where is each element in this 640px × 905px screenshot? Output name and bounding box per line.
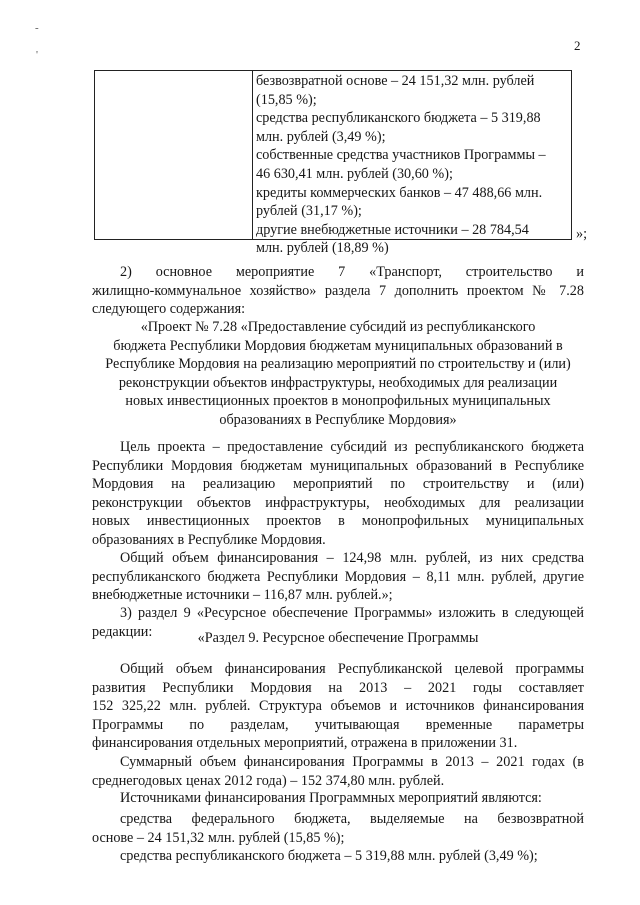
- text-line: 3) раздел 9 «Ресурсное обеспечение Программы» изложить в следующей: [120, 605, 584, 621]
- text-line: бюджета Республики Мордовия бюджетам муниципальных образований в: [113, 337, 563, 354]
- page-number: 2: [574, 38, 581, 53]
- text-line: Общий объем финансирования Республиканской целевой программы: [120, 661, 584, 677]
- text-line: внебюджетные источники – 116,87 млн. рублей.»;: [92, 587, 393, 604]
- text-line: финансирования отдельных мероприятий, отражена в приложении 31.: [92, 735, 518, 752]
- paragraph-goal: [92, 438, 584, 550]
- table-right-cell: [253, 71, 571, 257]
- text-line: среднегодовых ценах 2012 года) – 152 374,80 млн. рублей.: [92, 772, 445, 789]
- text-line: образованиях в Республике Мордовия.: [92, 531, 326, 548]
- paragraph-sources: Источниками финансирования Программных мероприятий являются:: [120, 790, 542, 806]
- table-line: млн. рублей (18,89 %): [256, 240, 389, 257]
- table-line: млн. рублей (3,49 %);: [256, 128, 386, 145]
- table-line: (15,85 %);: [256, 91, 317, 108]
- text-line: 2) основное мероприятие 7 «Транспорт, строительство и: [120, 264, 584, 280]
- paragraph-summary: [92, 753, 584, 790]
- text-line: следующего содержания:: [92, 301, 246, 318]
- paragraph-republican: средства республиканского бюджета – 5 319,88 млн. рублей (3,49 %);: [120, 848, 538, 864]
- text-line: основе – 24 151,32 млн. рублей (15,85 %);: [92, 829, 345, 846]
- text-line: Программы по разделам, учитывающая временные параметры: [92, 716, 584, 733]
- table-line: 46 630,41 млн. рублей (30,60 %);: [256, 165, 453, 182]
- text-line: республиканского бюджета Республики Мордовия – 8,11 млн. рублей, другие: [92, 568, 584, 585]
- text-line: новых инвестиционных проектов в монопрофильных муниципальных: [125, 393, 551, 410]
- text-line: редакции:: [92, 623, 153, 640]
- text-line: Суммарный объем финансирования Программы в 2013 – 2021 годах (в: [120, 754, 584, 770]
- table-left-cell: [95, 71, 253, 239]
- table-line: кредиты коммерческих банков – 47 488,66 млн.: [256, 184, 543, 201]
- project-title: [92, 318, 584, 430]
- margin-mark: -: [35, 22, 39, 34]
- text-line: развития Республики Мордовия на 2013 – 2021 годы составляет: [92, 679, 584, 696]
- table-line: собственные средства участников Программы –: [256, 147, 546, 164]
- text-line: реконструкции объектов инфраструктуры, необходимых для реализации: [118, 374, 558, 391]
- text-line: средства федерального бюджета, выделяемые на безвозвратной: [120, 811, 584, 827]
- text-line: реконструкции объектов инфраструктуры, необходимых для реализации: [92, 494, 584, 511]
- table-line: другие внебюджетные источники – 28 784,54: [256, 221, 529, 238]
- section-title: «Раздел 9. Ресурсное обеспечение Программы: [197, 630, 479, 646]
- paragraph-financing: [92, 549, 584, 605]
- text-line: Республике Мордовия на реализацию мероприятий по строительству и (или): [105, 356, 571, 373]
- text-line: жилищно-коммунальное хозяйство» раздела 7 дополнить проектом № 7.28: [92, 282, 584, 299]
- margin-mark: ': [36, 49, 38, 61]
- text-line: Цель проекта – предоставление субсидий из республиканского бюджета: [120, 439, 584, 455]
- table-tail: »;: [576, 226, 588, 242]
- text-line: 152 325,22 млн. рублей. Структура объемов и источников финансирования: [92, 698, 584, 715]
- paragraph-item-2: [92, 263, 584, 319]
- table-line: безвозвратной основе – 24 151,32 млн. рублей: [256, 73, 535, 89]
- paragraph-total: [92, 660, 584, 753]
- text-line: новых инвестиционных проектов в монопрофильных муниципальных: [92, 513, 584, 530]
- paragraph-federal: [92, 810, 584, 847]
- table-line: средства республиканского бюджета – 5 319,88: [256, 110, 541, 127]
- text-line: Республики Мордовия бюджетам муниципальных образований в Республике: [92, 457, 584, 474]
- table-line: рублей (31,17 %);: [256, 203, 362, 220]
- text-line: Мордовия на реализацию мероприятий по строительству и (или): [92, 476, 584, 493]
- text-line: Общий объем финансирования – 124,98 млн. рублей, из них средства: [120, 550, 584, 566]
- text-line: «Проект № 7.28 «Предоставление субсидий из республиканского: [140, 319, 536, 335]
- text-line: образованиях в Республике Мордовия»: [219, 411, 457, 428]
- financing-table: [94, 70, 572, 257]
